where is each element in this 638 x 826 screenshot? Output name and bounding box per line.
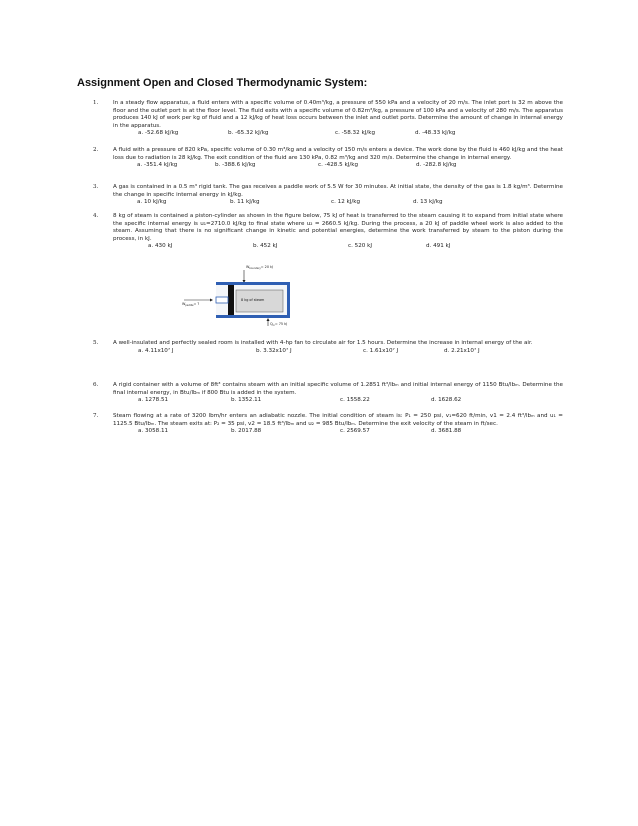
answer-choices — [113, 130, 563, 138]
cylinder-bottom-wall — [216, 315, 290, 318]
choice-a: a. 430 kJ — [148, 243, 173, 250]
choice-a: a. 3058.11 — [138, 428, 169, 435]
question-text: A well-insulated and perfectly sealed room is installed with 4-hp fan to circulate air for 1.5 hours. Determine the increase in internal energy of the air. — [113, 340, 533, 346]
w-paddle-arrow-head — [210, 299, 213, 302]
choice-a: a. -351.4 kJ/kg — [137, 162, 178, 169]
question-1 — [93, 100, 563, 138]
answer-choices — [113, 397, 563, 405]
choice-c: c. 520 kJ — [348, 243, 372, 250]
question-6 — [93, 382, 563, 405]
w-paddle-label: $W_{paddle}=$ ? — [182, 302, 200, 307]
question-number: 6. — [93, 382, 99, 388]
choice-b: b. 452 kJ — [253, 243, 278, 250]
cylinder-end-wall — [287, 282, 290, 318]
question-number: 2. — [93, 147, 99, 153]
question-number: 1. — [93, 100, 99, 106]
choice-a: a. 4.11x10⁷ J — [138, 347, 174, 354]
choice-c: c. -428.5 kJ/kg — [318, 162, 359, 169]
choice-d: d. 2.21x10⁷ J — [444, 347, 480, 354]
question-4 — [93, 213, 563, 251]
choice-b: b. 2017.88 — [231, 428, 262, 435]
q-in-arrow-head — [267, 318, 270, 321]
question-2 — [93, 147, 563, 170]
choice-c: c. 1.61x10⁷ J — [363, 347, 399, 354]
answer-choices — [113, 348, 563, 356]
choice-b: b. 11 kJ/kg — [230, 199, 260, 206]
choice-b: b. 1352.11 — [231, 397, 262, 404]
cylinder-top-wall — [216, 282, 290, 285]
q-in-label: $Q_{in}= 75$ kJ — [270, 322, 288, 327]
choice-d: d. 3681.88 — [431, 428, 462, 435]
piston — [228, 285, 234, 315]
choice-a: a. -52.68 kJ/kg — [138, 130, 179, 137]
answer-choices — [113, 199, 563, 207]
answer-choices — [113, 428, 563, 436]
question-5 — [93, 340, 563, 356]
choice-d: d. -282.8 kJ/kg — [416, 162, 457, 169]
question-text: A fluid with a pressure of 820 kPa, specific volume of 0.30 m³/kg and a velocity of 150 m/s enters a device. The work done by the fluid is 460 kJ/kg and the heat loss due to radiation is 28 kJ/kg. The exit condition of the fluid are 130 kPa, 0.82 m³/kg and 320 m/s. Determine the change in internal energy. — [113, 147, 563, 161]
choice-b: b. -65.32 kJ/kg — [228, 130, 269, 137]
piston-cylinder-diagram — [176, 260, 294, 328]
choice-d: d. 1628.62 — [431, 397, 462, 404]
choice-a: a. 10 kJ/kg — [137, 199, 167, 206]
choice-a: a. 1278.51 — [138, 397, 169, 404]
choice-c: c. -58.32 kJ/kg — [335, 130, 376, 137]
piston-cylinder-figure — [176, 260, 294, 328]
choice-c: c. 12 kJ/kg — [331, 199, 361, 206]
choice-c: c. 1558.22 — [340, 397, 370, 404]
choice-d: d. -48.33 kJ/kg — [415, 130, 456, 137]
choice-b: b. 3.32x10⁷ J — [256, 347, 292, 354]
choice-d: d. 491 kJ — [426, 243, 451, 250]
question-3 — [93, 184, 563, 207]
choice-c: c. 2569.57 — [340, 428, 370, 435]
question-text: A gas is contained in a 0.5 m³ rigid tank. The gas receives a paddle work of 5.5 W for 30 minutes. At initial state, the density of the gas is 1.8 kg/m³. Determine the change in specific internal energy in kJ/kg. — [113, 184, 563, 198]
piston-rod — [216, 297, 228, 303]
choice-d: d. 13 kJ/kg — [413, 199, 443, 206]
answer-choices — [113, 243, 563, 251]
w-boundary-label: $W_{boundary}= 20$ kJ — [246, 265, 274, 270]
question-text: 8 kg of steam is contained a piston-cylinder as shown in the figure below, 75 kJ of heat is transferred to the steam causing it to expand from initial state where the specific internal energy is u₁=2710.0 kJ/kg to final state where u₂ = 2660.5 kJ/kg. During the process, a 20 kJ of paddle wheel work is also added to the steam. Assuming that there is no significant change in kinetic and potential energies, determine the work transferred by steam to the piston during the process, in kJ. — [113, 213, 563, 242]
question-text: A rigid container with a volume of 8ft³ contains steam with an initial specific volume of 1.2851 ft³/lbₘ and initial internal energy of 1150 Btu/lbₘ. Determine the final internal energy, in Btu/lbₘ if 800 Btu is added in the system. — [113, 382, 563, 396]
question-number: 5. — [93, 340, 99, 346]
steam-label: 8 kg of steam — [241, 298, 265, 302]
document-title: Assignment Open and Closed Thermodynamic System: — [77, 77, 368, 89]
question-number: 3. — [93, 184, 99, 190]
answer-choices — [113, 162, 563, 170]
question-7 — [93, 413, 563, 436]
question-text: Steam flowing at a rate of 3200 lbm/hr enters an adiabatic nozzle. The initial condition of steam is: P₁ = 250 psi, v₁=620 ft/min, v1 = 2.4 ft³/lbₘ and u₁ = 1125.5 Btu/lbₘ. The steam exits at: P₂ = 35 psi, v2 = 18.5 ft³/lbₘ and u₂ = 985 Btu/lbₘ. Determine the exit velocity of the steam in ft/sec. — [113, 413, 563, 427]
choice-b: b. -388.6 kJ/kg — [215, 162, 256, 169]
question-number: 7. — [93, 413, 99, 419]
question-text: In a steady flow apparatus, a fluid enters with a specific volume of 0.40m³/kg, a pressure of 550 kPa and a velocity of 20 m/s. The inlet port is 32 m above the floor and the outlet port is at the floor level. The fluid exits with a specific volume of 0.82m³/kg, a pressure of 100 kPa and a velocity of 280 m/s. The apparatus produces 140 kJ of work per kg of fluid and a 12 kJ/kg of heat loss occurs between the inlet and outlet ports. Determine the amount of change in internal energy in the apparatus. — [113, 100, 563, 129]
question-number: 4. — [93, 213, 99, 219]
